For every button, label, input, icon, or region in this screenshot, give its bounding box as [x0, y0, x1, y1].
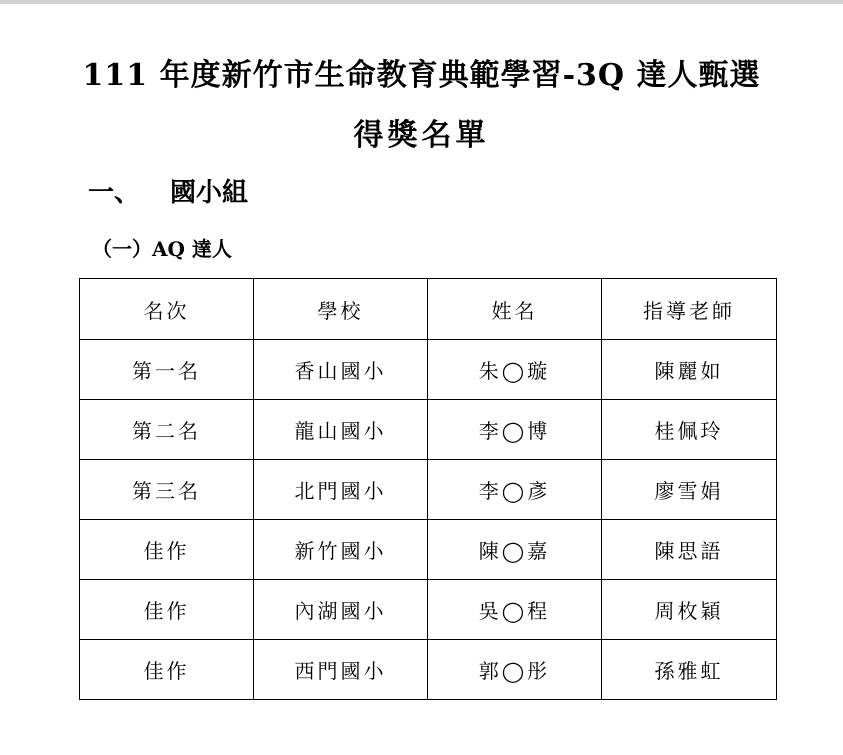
cell-school: 新竹國小 — [254, 520, 428, 580]
header-teacher: 指導老師 — [602, 279, 777, 340]
cell-teacher: 陳麗如 — [602, 340, 777, 400]
table-row — [80, 580, 777, 640]
cell-teacher: 廖雪娟 — [602, 460, 777, 520]
cell-rank: 第二名 — [80, 400, 254, 460]
section-number: 一、 — [88, 178, 141, 208]
cell-school: 北門國小 — [254, 460, 428, 520]
cell-rank: 第一名 — [80, 340, 254, 400]
table-row — [80, 640, 777, 700]
cell-name: 陳◯嘉 — [428, 520, 602, 580]
cell-rank: 佳作 — [80, 640, 254, 700]
awards-table — [79, 278, 777, 700]
header-name: 姓名 — [428, 279, 602, 340]
section-heading — [88, 172, 248, 209]
cell-rank: 佳作 — [80, 520, 254, 580]
cell-school: 香山國小 — [254, 340, 428, 400]
cell-school: 龍山國小 — [254, 400, 428, 460]
cell-name: 朱◯璇 — [428, 340, 602, 400]
cell-teacher: 孫雅虹 — [602, 640, 777, 700]
table-header-row — [80, 279, 777, 340]
page-top-edge — [0, 0, 843, 4]
table-row — [80, 340, 777, 400]
section-label: 國小組 — [170, 178, 249, 208]
cell-school: 西門國小 — [254, 640, 428, 700]
document-title: 111 年度新竹市生命教育典範學習-3Q 達人甄選 — [82, 58, 761, 93]
table-row — [80, 460, 777, 520]
cell-rank: 佳作 — [80, 580, 254, 640]
table-row — [80, 520, 777, 580]
header-rank: 名次 — [80, 279, 254, 340]
cell-name: 郭◯彤 — [428, 640, 602, 700]
table-row — [80, 400, 777, 460]
cell-name: 李◯彥 — [428, 460, 602, 520]
cell-teacher: 陳思語 — [602, 520, 777, 580]
subsection-heading: （一）AQ 達人 — [92, 237, 232, 261]
cell-teacher: 周枚穎 — [602, 580, 777, 640]
cell-teacher: 桂佩玲 — [602, 400, 777, 460]
header-school: 學校 — [254, 279, 428, 340]
cell-school: 內湖國小 — [254, 580, 428, 640]
document-subtitle: 得獎名單 — [353, 118, 490, 153]
cell-name: 吳◯程 — [428, 580, 602, 640]
cell-rank: 第三名 — [80, 460, 254, 520]
cell-name: 李◯博 — [428, 400, 602, 460]
